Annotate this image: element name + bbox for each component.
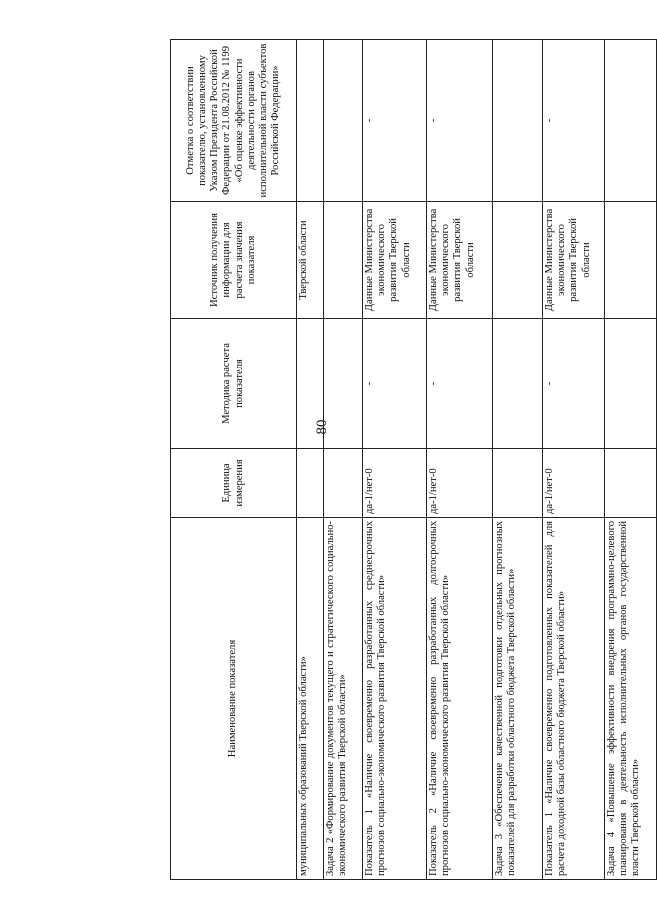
page-number: 80 (314, 419, 330, 435)
unit-cell: да-1/нет-0 (543, 449, 605, 518)
indicator-table-container (170, 40, 642, 880)
task-name: Задача 2 «Формирование документов текущего и стратегического социально-экономического развития Тверской области» (324, 518, 363, 880)
source-cell (605, 202, 657, 319)
table-row (605, 40, 657, 880)
unit-cell: да-1/нет-0 (427, 449, 493, 518)
indicator-table (170, 39, 657, 880)
task-name: Задача 3 «Обеспечение качественной подготовки отдельных прогнозных показателей для разработки областного бюджета Тверской области» (493, 518, 543, 880)
mark-cell (324, 40, 363, 202)
source-cell: Данные Министерства экономического развития Тверской области (427, 202, 493, 319)
table-row (543, 40, 605, 880)
method-cell (493, 319, 543, 449)
method-cell: - (427, 319, 493, 449)
header-unit: Единица измерения (171, 449, 297, 518)
source-cell (493, 202, 543, 319)
indicator-name: Показатель 1 «Наличие своевременно подготовленных показателей для расчета доходной базы областного бюджета Тверской области» (543, 518, 605, 880)
unit-cell: да-1/нет-0 (363, 449, 427, 518)
mark-cell: - (427, 40, 493, 202)
mark-cell (297, 40, 324, 202)
mark-cell: - (543, 40, 605, 202)
unit-cell (297, 449, 324, 518)
method-cell (324, 319, 363, 449)
unit-cell (605, 449, 657, 518)
indicator-name: Показатель 2 «Наличие своевременно разработанных долгосрочных прогнозов социально-экономического развития Тверской области» (427, 518, 493, 880)
mark-cell (605, 40, 657, 202)
method-cell (297, 319, 324, 449)
mark-cell: - (363, 40, 427, 202)
indicator-name: Показатель 1 «Наличие своевременно разработанных среднесрочных прогнозов социально-экономического развития Тверской области» (363, 518, 427, 880)
unit-cell (324, 449, 363, 518)
table-row (324, 40, 363, 880)
header-method: Методика расчета показателя (171, 319, 297, 449)
header-mark: Отметка о соответствии показателю, установленному Указом Президента Российской Федерации от 21.08.2012 № 1199 «Об оценке эффективности деятельности органов исполнительной власти субъектов Российской Федерации» (171, 40, 297, 202)
source-cell: Данные Министерства экономического развития Тверской области (543, 202, 605, 319)
task-name: Задача 4 «Повышение эффективности внедрения программно-целевого планирования в деятельность исполнительных органов государственной власти Тверской области» (605, 518, 657, 880)
method-cell: - (543, 319, 605, 449)
table-row (493, 40, 543, 880)
source-cell: Тверской области (297, 202, 324, 319)
method-cell (605, 319, 657, 449)
table-row (363, 40, 427, 880)
method-cell: - (363, 319, 427, 449)
header-name: Наименование показателя (171, 518, 297, 880)
indicator-name: муниципальных образований Тверской области» (297, 518, 324, 880)
table-row (427, 40, 493, 880)
mark-cell (493, 40, 543, 202)
unit-cell (493, 449, 543, 518)
source-cell: Данные Министерства экономического развития Тверской области (363, 202, 427, 319)
source-cell (324, 202, 363, 319)
header-source: Источник получения информации для расчета значения показателя (171, 202, 297, 319)
table-row (297, 40, 324, 880)
header-row (171, 40, 297, 880)
